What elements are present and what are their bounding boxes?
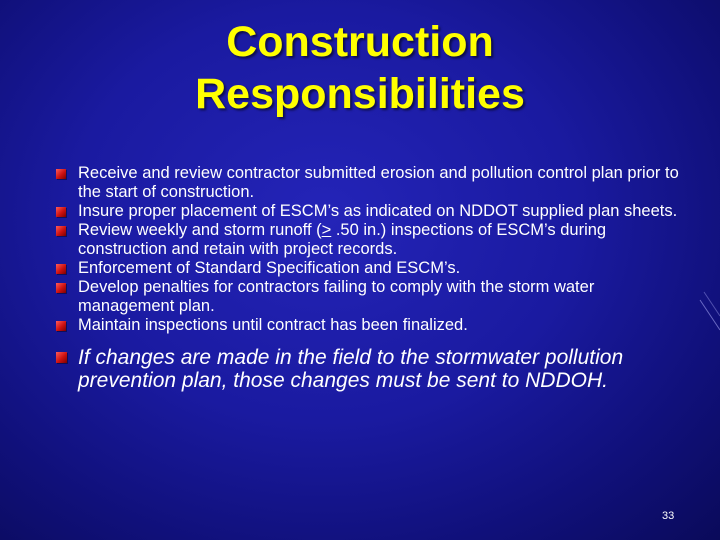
page-number: 33: [662, 510, 675, 522]
square-bullet-icon: [56, 264, 66, 274]
bullet-text-post: .50 in.) inspections of ESCM’s during construction and retain with project records.: [78, 221, 607, 258]
bullet-text: Develop penalties for contractors failing to comply with the storm water management plan.: [78, 278, 595, 315]
square-bullet-icon: [56, 321, 66, 331]
bullet-item: [52, 164, 692, 202]
bullet-list: [52, 164, 692, 392]
square-bullet-icon: [56, 352, 67, 363]
bullet-item: [52, 202, 692, 221]
title-line-1: Construction: [226, 18, 494, 66]
square-bullet-icon: [56, 226, 66, 236]
bullet-text-pre: Review weekly and storm runoff (: [78, 221, 322, 239]
square-bullet-icon: [56, 283, 66, 293]
bullet-text: Insure proper placement of ESCM’s as indicated on NDDOT supplied plan sheets.: [78, 202, 678, 220]
bullet-item-emphasis: [52, 346, 692, 392]
square-bullet-icon: [56, 169, 66, 179]
bullet-item: [52, 278, 692, 316]
bullet-text: If changes are made in the field to the stormwater pollution prevention plan, those changes must be sent to NDDOH.: [78, 346, 624, 392]
greater-equal-symbol: >: [321, 221, 332, 239]
bullet-item: [52, 221, 692, 259]
bullet-item: [52, 316, 692, 335]
title-line-2: Responsibilities: [195, 70, 525, 118]
slide-title: [0, 16, 720, 120]
bullet-text: Maintain inspections until contract has been finalized.: [78, 316, 468, 334]
bullet-item: [52, 259, 692, 278]
bullet-text: Enforcement of Standard Specification and ESCM’s.: [78, 259, 461, 277]
square-bullet-icon: [56, 207, 66, 217]
bullet-text: Receive and review contractor submitted erosion and pollution control plan prior to the start of construction.: [78, 164, 679, 201]
